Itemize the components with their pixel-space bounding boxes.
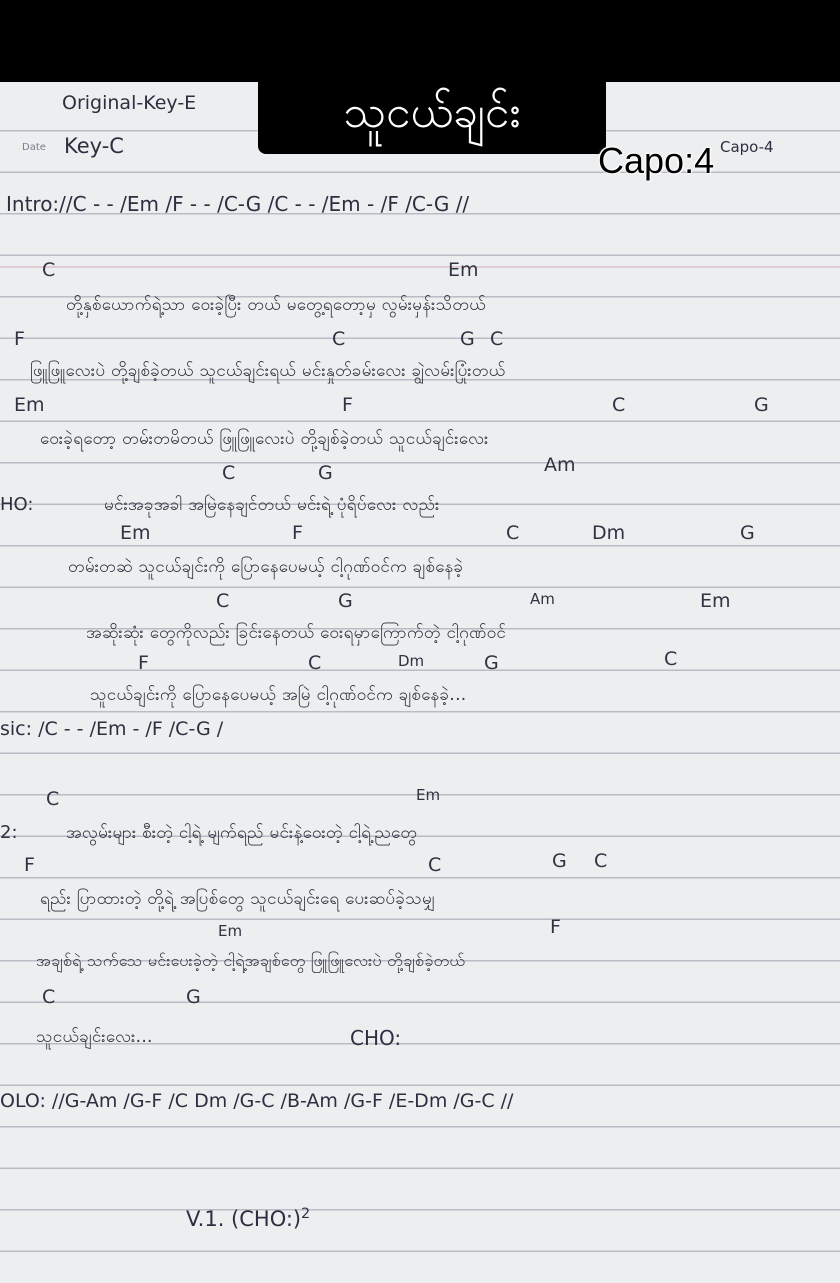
outro-text: V.1. (CHO:) bbox=[186, 1207, 302, 1231]
lyric-line: သူငယ်ချင်းလေး... bbox=[36, 1027, 153, 1047]
verse2-label: 2: bbox=[0, 822, 18, 843]
chord: G bbox=[754, 394, 769, 416]
chord: C bbox=[490, 328, 504, 350]
chord: F bbox=[24, 854, 35, 876]
chord: Am bbox=[544, 454, 576, 476]
chord: C bbox=[42, 259, 56, 281]
chord: F bbox=[138, 652, 149, 674]
chord: Em bbox=[448, 259, 479, 281]
music-line: sic: /C - - /Em - /F /C-G / bbox=[0, 718, 224, 740]
chord: Dm bbox=[592, 522, 626, 544]
capo-handwritten: Capo-4 bbox=[720, 138, 774, 156]
chord: G bbox=[740, 522, 755, 544]
intro-line: Intro://C - - /Em /F - - /C-G /C - - /Em - /F /C-G // bbox=[6, 192, 470, 216]
chord: C bbox=[332, 328, 346, 350]
chord: G bbox=[318, 462, 333, 484]
outro-line bbox=[186, 1206, 310, 1231]
lyric-line: ရည်း ပြာထားတဲ့ တို့ရဲ့ အပြစ်တွေ သူငယ်ချင်းရေ ပေးဆပ်ခဲ့သမျှ bbox=[40, 889, 436, 909]
page-margin-line bbox=[0, 266, 840, 268]
lyric-line: ဖြူဖြူလေးပဲ တို့ချစ်ခဲ့တယ် သူငယ်ချင်းရယ် မင်းနှုတ်ခမ်းလေး ချွဲလမ်းပြုံးတယ် bbox=[30, 361, 506, 381]
lyric-line: မင်းအခုအခါ အမြဲနေချင်တယ် မင်းရဲ့ ပုံရိပ်လေး လည်း bbox=[104, 495, 440, 515]
chord: F bbox=[292, 522, 303, 544]
chord: G bbox=[484, 652, 499, 674]
date-label: Date bbox=[22, 142, 46, 153]
capo-label: Capo:4 bbox=[598, 140, 715, 181]
outro-superscript: 2 bbox=[301, 1206, 311, 1222]
chord: C bbox=[308, 652, 322, 674]
chord: C bbox=[42, 986, 56, 1008]
lyric-line: အချစ်ရဲ့ သက်သေ မင်းပေးခဲ့တဲ့ ငါ့ရဲ့အချစ်တွေ ဖြူဖြူလေးပဲ တို့ချစ်ခဲ့တယ် bbox=[36, 951, 466, 970]
chord: F bbox=[550, 916, 561, 938]
chord: F bbox=[14, 328, 25, 350]
chord: Em bbox=[120, 522, 151, 544]
chord: Em bbox=[700, 590, 731, 612]
chorus-label: HO: bbox=[0, 494, 34, 515]
chord: Em bbox=[14, 394, 45, 416]
lyric-line: တို့နှစ်ယောက်ရဲ့သာ ဝေးခဲ့ပြီး တယ် မတွေ့ရတော့မှ လွမ်းမှန်းသိတယ် bbox=[66, 295, 487, 315]
chord: Am bbox=[530, 590, 555, 608]
chord: C bbox=[664, 648, 678, 670]
chord: C bbox=[612, 394, 626, 416]
song-title-banner bbox=[258, 80, 606, 154]
chord: C bbox=[222, 462, 236, 484]
cho-marker: CHO: bbox=[350, 1026, 402, 1050]
chord: C bbox=[506, 522, 520, 544]
original-key-text: Original-Key-E bbox=[62, 92, 197, 114]
chord: C bbox=[428, 854, 442, 876]
lyric-line: အဆိုးဆုံး တွေကိုလည်း ခြင်းနေတယ် ဝေးရမှာကြောက်တဲ့ ငါ့ဂုဏ်ဝင် bbox=[86, 623, 507, 643]
chord: F bbox=[342, 394, 353, 416]
song-title: သူငယ်ချင်း bbox=[343, 87, 521, 138]
chord: C bbox=[594, 850, 608, 872]
chord: Dm bbox=[398, 652, 425, 670]
key-text: Key-C bbox=[64, 134, 124, 158]
chord: G bbox=[552, 850, 567, 872]
chord: C bbox=[216, 590, 230, 612]
chord: G bbox=[460, 328, 475, 350]
chord: G bbox=[338, 590, 353, 612]
chord: Em bbox=[218, 922, 243, 940]
lyric-line: အလွမ်းများ စီးတဲ့ ငါ့ရဲ့ မျက်ရည် မင်းနဲ့ဝေးတဲ့ ငါ့ရဲ့ညတွေ bbox=[66, 823, 418, 843]
solo-line: OLO: //G-Am /G-F /C Dm /G-C /B-Am /G-F /E-Dm /G-C // bbox=[0, 1090, 514, 1112]
chord: G bbox=[186, 986, 201, 1008]
chord: C bbox=[46, 788, 60, 810]
notebook-page bbox=[0, 82, 840, 1283]
chord: Em bbox=[416, 786, 441, 804]
lyric-line: တမ်းတဆဲ သူငယ်ချင်းကို ပြောနေပေမယ့် ငါ့ဂုဏ်ဝင်က ချစ်နေခဲ့ bbox=[68, 557, 464, 577]
lyric-line: သူငယ်ချင်းကို ပြောနေပေမယ့် အမြဲ ငါ့ဂုဏ်ဝင်က ချစ်နေခဲ့... bbox=[90, 685, 467, 705]
lyric-line: ဝေးခဲ့ရတော့ တမ်းတမိတယ် ဖြူဖြူလေးပဲ တို့ချစ်ခဲ့တယ် သူငယ်ချင်းလေး bbox=[40, 429, 489, 449]
